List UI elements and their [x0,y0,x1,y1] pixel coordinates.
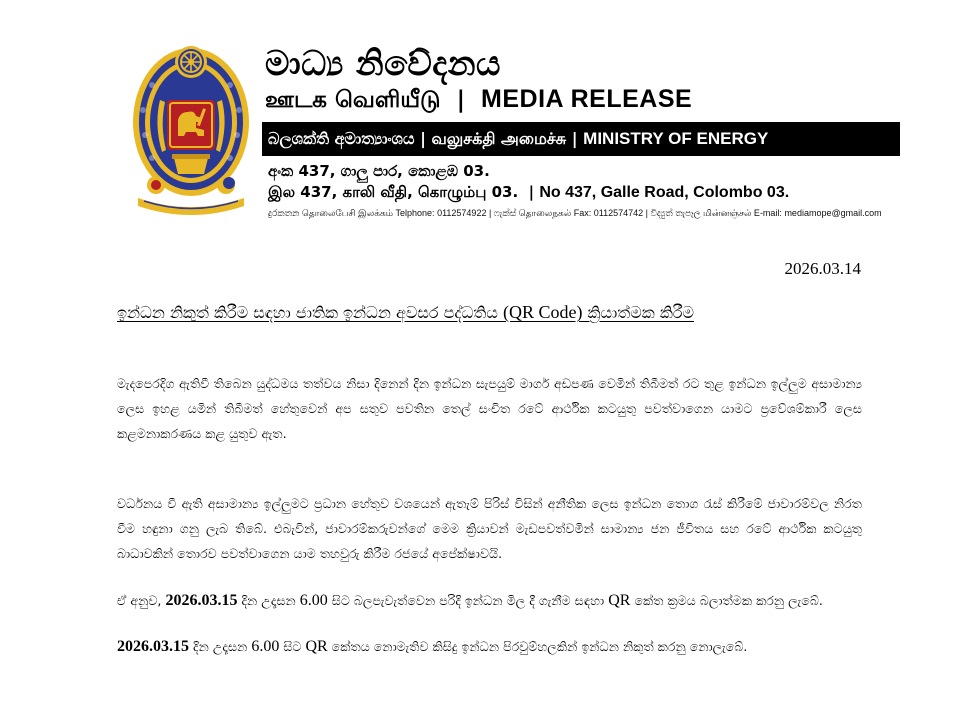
media-release-title-sinhala: මාධ්‍ය නිවේදනය [265,44,501,84]
p3-mid2: සිට බලපැවැත්වෙන පරිදි ඉන්ධන මිල දී ගැනීම සඳහා [327,593,609,608]
heading-qr-code: (QR Code) [502,302,583,322]
ministry-name-sinhala: බලශක්ති අමාත්‍යාංශය [268,129,415,148]
ministry-name-tamil: வலுசக்தி அமைச்சு [431,129,567,148]
address-english: No 437, Galle Road, Colombo 03. [539,184,790,201]
address-separator: | [528,183,535,201]
sri-lanka-emblem-icon [130,40,252,222]
p3-time: 6.00 [299,592,328,609]
media-release-title-english: MEDIA RELEASE [481,85,693,113]
ministry-name-english: MINISTRY OF ENERGY [583,129,769,148]
p3-date: 2026.03.15 [165,592,238,609]
ministry-separator-1: | [420,129,426,148]
ministry-separator-2: | [571,129,578,148]
heading-text-2: ක්‍රියාත්මක කිරීම [582,303,695,322]
p4-mid2: සිට [279,639,306,654]
release-date: 2026.03.14 [784,259,861,278]
media-release-title-tamil: ஊடக வெளியீடு [265,87,441,113]
p3-qr: QR [608,592,631,609]
contact-details: දුරකතන தொலைபேசி இலக்கம் Telphone: 0112574922 | ෆැක්ස් தொலைநகல் Fax: 0112574742 | විද්‍යුත් තැපෑල மின்னஞ்சல் E-mail: mediamope@gmail.com [268,208,882,218]
p4-time: 6.00 [251,638,280,655]
p4-qr: QR [305,638,328,655]
media-release-title-line [265,84,692,115]
paragraph-1: මැදපෙරදිග ඇතිවී තිබෙන යුද්ධමය තත්වය නිසා දිනෙන් දින ඉන්ධන සැපයුම් මාර්ග අඩපණ වෙමින් තිබීමත් රට තුළ ඉන්ධන ඉල්ලුම අසාමාන්‍ය ලෙස ඉහළ යමින් තිබීමත් හේතුවෙන් අප සතුව පවතින තෙල් සංචිත රටේ ආර්ථික කටයුතු පවත්වාගෙන යාමට ප්‍රවේශම්කාරී ලෙස කළමනාකරණය කළ යුතුව ඇත. [117,376,862,441]
p3-mid1: දින උදෑසන [237,593,300,608]
p4-mid1: දින උදෑසන [189,639,252,654]
paragraph-4 [117,634,862,659]
address-tamil: இல 437, காலி வீதி, கொழும்பு 03. [268,183,519,201]
ministry-banner [262,122,900,156]
release-heading [117,299,862,326]
paragraph-2: වර්ධනය වී ඇති අසාමාන්‍ය ඉල්ලුමට ප්‍රධාන හේතුව වශයෙන් ඇතැම් පිරිස් විසින් අනීතික ලෙස ඉන්ධන තොග රැස් කිරීමේ ජාවාරම්වල නිරත වීම හඳුනා ගනු ලැබ තිබේ. එබැවින්, ජාවාරම්කරුවන්ගේ මෙම ක්‍රියාවන් මැඩපවත්වමින් සාමාන්‍ය ජන ජීවිතය සහ රටේ ආර්ථික කටයුතු බාධාවකින් තොරව පවත්වාගෙන යාම තහවුරු කිරීම රජයේ අපේක්ෂාවයි. [117,496,862,561]
address-sinhala: අංක 437, ගාලු පාර, කොළඹ 03. [268,162,490,180]
p3-prefix: ඒ අනුව, [117,593,166,608]
p3-suffix: කේත ක්‍රමය බලාත්මක කරනු ලැබේ. [630,593,823,608]
address-line-2 [268,181,789,204]
title-separator: | [456,87,465,113]
heading-text-1: ඉන්ධන නිකුත් කිරීම සඳහා ජාතික ඉන්ධන අවසර පද්ධතිය [117,303,503,322]
paragraph-3 [117,588,862,613]
p4-date: 2026.03.15 [117,638,189,655]
p4-suffix: කේතය නොමැතිව කිසිදු ඉන්ධන පිරවුම්හලකින් ඉන්ධන නිකුත් කරනු නොලැබේ. [327,639,748,654]
